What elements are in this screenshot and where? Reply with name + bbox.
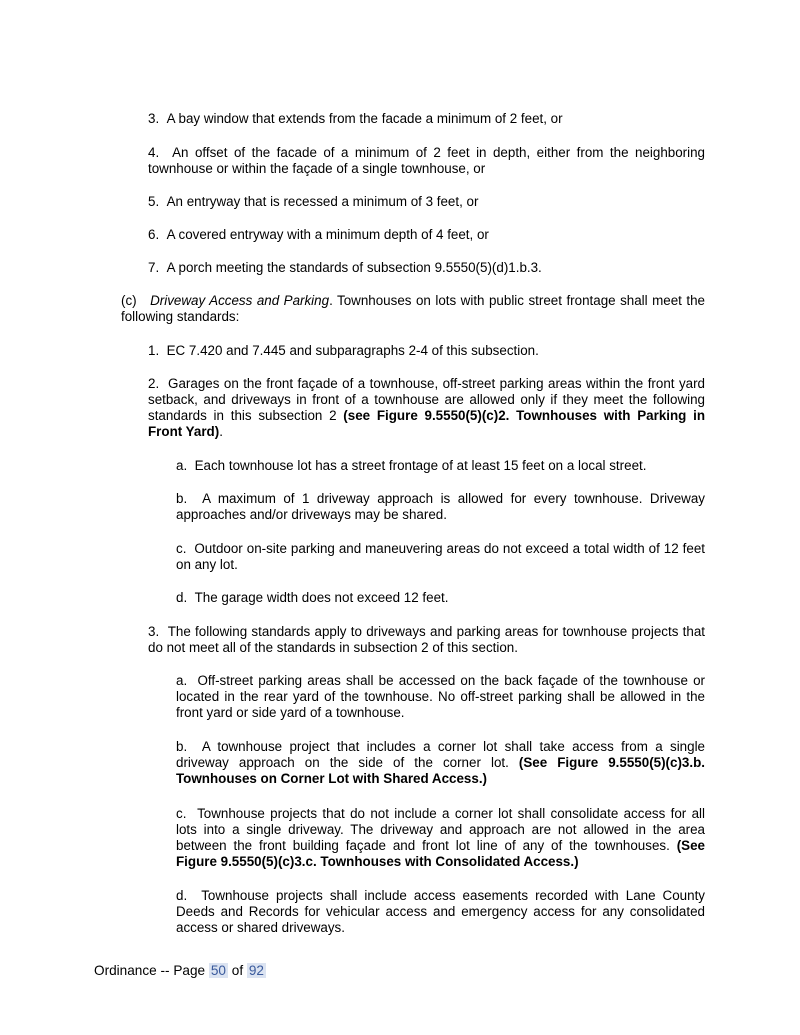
page-number-field[interactable]: 50 (210, 963, 226, 978)
c2-end: . (219, 424, 223, 439)
page-footer (94, 963, 266, 979)
item-4: 4. An offset of the facade of a minimum of 2 feet in depth, either from the neighboring townhouse or within the façade of a single townhouse, or (148, 145, 705, 176)
section-c-text: . Townhouses on lots with public street frontage shall meet the following standards: (121, 293, 705, 324)
c3-item-b-text: b. A townhouse project that includes a corner lot shall take access from a single driveway approach on the side of the corner lot. (176, 739, 705, 770)
footer-of: of (227, 963, 247, 978)
c3: 3. The following standards apply to driveways and parking areas for townhouse projects that do not meet all of the standards in subsection 2 of this section. (148, 624, 705, 655)
item-6: 6. A covered entryway with a minimum depth of 4 feet, or (148, 227, 489, 242)
c3-item-c-figure-ref: (See Figure 9.5550(5)(c)3.c. Townhouses with Consolidated Access.) (176, 838, 705, 869)
c2 (148, 376, 705, 440)
c1: 1. EC 7.420 and 7.445 and subparagraphs 2-4 of this subsection. (148, 343, 539, 358)
section-c-heading: Driveway Access and Parking (150, 293, 330, 308)
total-pages-field[interactable]: 92 (248, 963, 264, 978)
c3-item-c-text: c. Townhouse projects that do not include a corner lot shall consolidate access for all lots into a single driveway. The driveway and approach are not allowed in the area between the front building façade and front lot line of any of the townhouses. (176, 806, 705, 853)
c3-item-c (176, 806, 705, 870)
c2-item-b: b. A maximum of 1 driveway approach is allowed for every townhouse. Driveway approaches and/or driveways may be shared. (176, 491, 705, 522)
c3-item-b-figure-ref: (See Figure 9.5550(5)(c)3.b. Townhouses on Corner Lot with Shared Access.) (176, 755, 705, 786)
c3-item-b (176, 739, 705, 787)
c3-item-d: d. Townhouse projects shall include access easements recorded with Lane County Deeds and Records for vehicular access and emergency access for any consolidated access or shared driveways. (176, 888, 705, 935)
c2-item-d: d. The garage width does not exceed 12 feet. (176, 590, 449, 605)
c3-item-a: a. Off-street parking areas shall be accessed on the back façade of the townhouse or located in the rear yard of the townhouse. No off-street parking shall be allowed in the front yard or side yard of a townhouse. (176, 673, 705, 720)
item-3: 3. A bay window that extends from the facade a minimum of 2 feet, or (148, 111, 563, 126)
c2-text: 2. Garages on the front façade of a townhouse, off-street parking areas within the front yard setback, and driveways in front of a townhouse are allowed only if they meet the following standards in this subsection 2 (148, 376, 705, 423)
c2-item-a: a. Each townhouse lot has a street frontage of at least 15 feet on a local street. (176, 458, 647, 473)
footer-label: Ordinance -- Page (94, 963, 209, 978)
item-7: 7. A porch meeting the standards of subsection 9.5550(5)(d)1.b.3. (148, 260, 542, 275)
c2-item-c: c. Outdoor on-site parking and maneuvering areas do not exceed a total width of 12 feet on any lot. (176, 541, 705, 572)
c2-figure-ref: (see Figure 9.5550(5)(c)2. Townhouses with Parking in Front Yard) (148, 408, 706, 439)
item-5: 5. An entryway that is recessed a minimum of 3 feet, or (148, 194, 479, 209)
section-c (121, 293, 705, 325)
section-c-marker: (c) (121, 293, 137, 308)
